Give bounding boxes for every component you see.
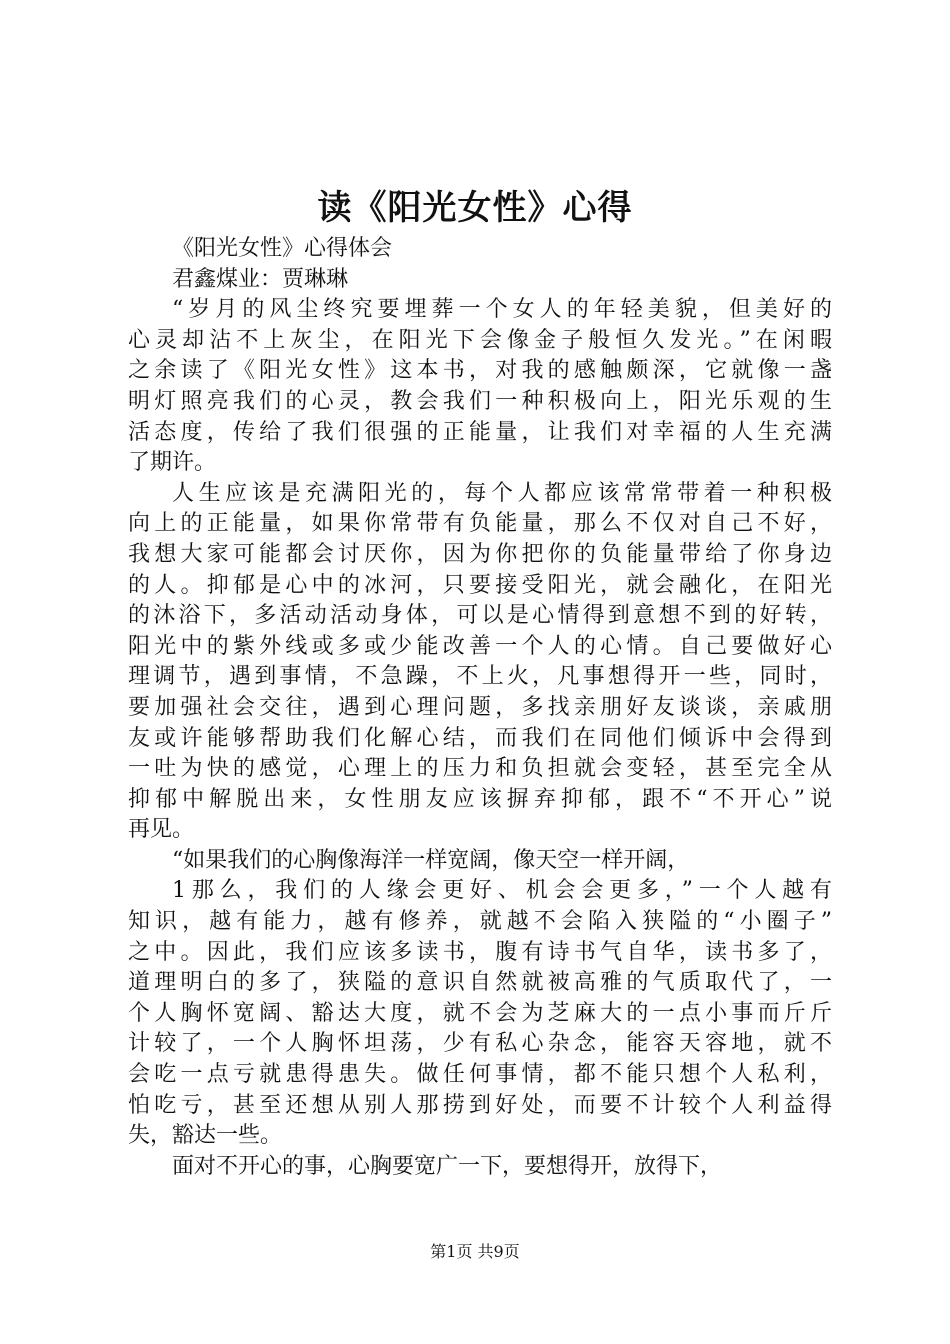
text-line: 之中。因此，我们应该多读书，腹有诗书气自华，读书多了， — [128, 939, 832, 965]
text-line: “如果我们的心胸像海洋一样宽阔，像天空一样开阔， — [172, 847, 690, 873]
text-line: 的人。抑郁是心中的冰河，只要接受阳光，就会融化，在阳光 — [128, 572, 832, 598]
text-line: 个人胸怀宽阔、豁达大度，就不会为芝麻大的一点小事而斤斤 — [128, 1000, 832, 1026]
text-line: 心灵却沾不上灰尘，在阳光下会像金子般恒久发光。”在闲暇 — [128, 327, 832, 353]
text-line: 的沐浴下，多活动活动身体，可以是心情得到意想不到的好转， — [128, 603, 832, 629]
text-line: 再见。 — [128, 817, 195, 843]
page-footer — [0, 1241, 950, 1263]
text-line: 明灯照亮我们的心灵，教会我们一种积极向上，阳光乐观的生 — [128, 388, 832, 414]
text-line: 之余读了《阳光女性》这本书，对我的感触颇深，它就像一盏 — [128, 358, 832, 384]
text-line: 我想大家可能都会讨厌你，因为你把你的负能量带给了你身边 — [128, 541, 832, 567]
text-line: 友或许能够帮助我们化解心结，而我们在同他们倾诉中会得到 — [128, 725, 832, 751]
document-body — [128, 234, 832, 1182]
text-line: 一吐为快的感觉，心理上的压力和负担就会变轻，甚至完全从 — [128, 756, 832, 782]
text-line: 面对不开心的事，心胸要宽广一下，要想得开，放得下， — [172, 1153, 723, 1179]
text-line: 抑郁中解脱出来，女性朋友应该摒弃抑郁，跟不“不开心”说 — [128, 786, 832, 812]
text-line: “岁月的风尘终究要埋葬一个女人的年轻美貌，但美好的 — [172, 297, 832, 323]
subtitle-line: 《阳光女性》心得体会 — [172, 236, 393, 261]
page-total: 共9页 — [477, 1242, 520, 1261]
page-number: 第1页 — [430, 1242, 473, 1261]
text-line: 失，豁达一些。 — [128, 1123, 283, 1149]
text-line: 要加强社会交往，遇到心理问题，多找亲朋好友谈谈，亲戚朋 — [128, 694, 832, 720]
text-line: 了期许。 — [128, 450, 217, 476]
text-line: 道理明白的多了，狭隘的意识自然就被高雅的气质取代了，一 — [128, 970, 832, 996]
text-line: 活态度，传给了我们很强的正能量，让我们对幸福的人生充满 — [128, 419, 832, 445]
text-line: 怕吃亏，甚至还想从别人那捞到好处，而要不计较个人利益得 — [128, 1092, 832, 1118]
text-line: 知识，越有能力，越有修养，就越不会陷入狭隘的“小圈子” — [128, 909, 832, 935]
text-line: 阳光中的紫外线或多或少能改善一个人的心情。自己要做好心 — [128, 633, 832, 659]
text-line: 人生应该是充满阳光的，每个人都应该常常带着一种积极 — [172, 480, 832, 506]
document-title: 读《阳光女性》心得 — [317, 188, 633, 228]
text-line: 计较了，一个人胸怀坦荡，少有私心杂念，能容天容地，就不 — [128, 1031, 832, 1057]
text-line: 向上的正能量，如果你常带有负能量，那么不仅对自己不好， — [128, 511, 832, 537]
text-line: 1那么，我们的人缘会更好、机会会更多，”一个人越有 — [172, 878, 832, 904]
author-line: 君鑫煤业：贾琳琳 — [172, 266, 349, 292]
text-line: 理调节，遇到事情，不急躁，不上火，凡事想得开一些，同时， — [128, 664, 832, 690]
text-line: 会吃一点亏就患得患失。做任何事情，都不能只想个人私利， — [128, 1062, 832, 1088]
